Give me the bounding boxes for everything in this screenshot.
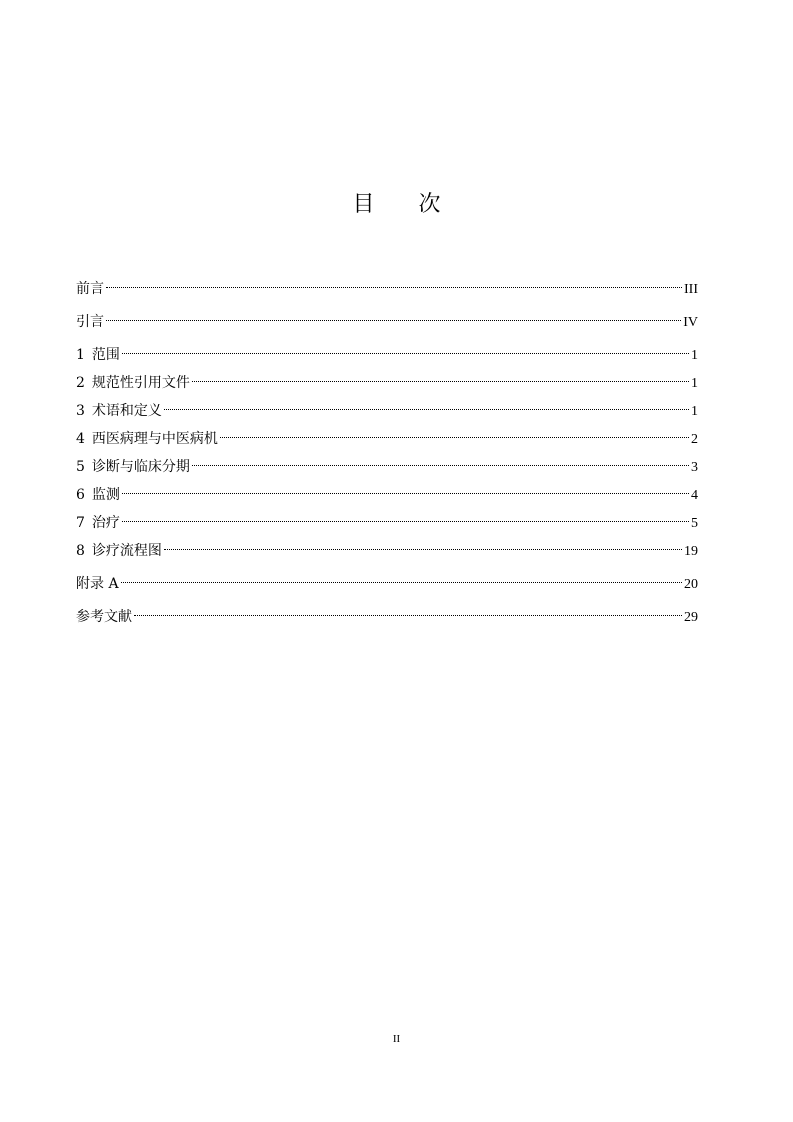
toc-entry-number: 6	[76, 487, 85, 503]
toc-entry-bibliography[interactable]	[76, 600, 698, 628]
toc-dot-leader	[122, 506, 689, 527]
toc-entry-label: 前言	[76, 281, 104, 297]
toc-entry-diagnosis-staging[interactable]	[76, 450, 698, 478]
toc-entry-label: 附录 A	[76, 576, 119, 592]
toc-entry-appendix-a[interactable]	[76, 567, 698, 595]
toc-entry-label: 引言	[76, 314, 104, 330]
toc-entry-terms-definitions[interactable]	[76, 394, 698, 422]
toc-entry-number: 8	[76, 543, 85, 559]
toc-dot-leader	[134, 600, 682, 621]
toc-dot-leader	[122, 478, 689, 499]
toc-entry-page: 4	[691, 488, 698, 503]
toc-entry-number: 2	[76, 375, 85, 391]
toc-entry-label: 治疗	[91, 515, 120, 531]
toc-entry-number: 3	[76, 403, 85, 419]
toc-entry-label: 诊断与临床分期	[91, 459, 190, 475]
toc-entry-label: 范围	[91, 347, 120, 363]
toc-entry-scope[interactable]	[76, 338, 698, 366]
toc-entry-page: 1	[691, 348, 698, 363]
toc-heading-char-1: 目	[352, 192, 375, 217]
toc-entry-normative-references[interactable]	[76, 366, 698, 394]
toc-entry-page: 1	[691, 404, 698, 419]
toc-dot-leader	[122, 338, 689, 359]
toc-entry-foreword[interactable]	[76, 272, 698, 300]
toc-entry-number: 7	[76, 515, 85, 531]
toc-heading-char-2: 次	[418, 192, 441, 217]
toc-dot-leader	[192, 366, 689, 387]
toc-entry-page: III	[684, 282, 698, 297]
toc-entry-treatment[interactable]	[76, 506, 698, 534]
toc-entry-introduction[interactable]	[76, 305, 698, 333]
page-number: II	[392, 1033, 401, 1045]
toc-entry-page: 3	[691, 460, 698, 475]
toc-entry-page: 29	[684, 610, 698, 625]
toc-entry-flowchart[interactable]	[76, 534, 698, 562]
toc-entry-pathology[interactable]	[76, 422, 698, 450]
toc-list	[76, 272, 698, 628]
toc-entry-page: 20	[684, 577, 698, 592]
toc-entry-page: 19	[684, 544, 698, 559]
toc-dot-leader	[106, 272, 682, 293]
toc-entry-page: 5	[691, 516, 698, 531]
toc-dot-leader	[192, 450, 689, 471]
toc-entry-page: IV	[683, 315, 698, 330]
toc-entry-number: 4	[76, 431, 85, 447]
toc-dot-leader	[164, 534, 682, 555]
toc-dot-leader	[106, 305, 681, 326]
toc-entry-number: 5	[76, 459, 85, 475]
toc-entry-label: 诊疗流程图	[91, 543, 162, 559]
toc-entry-label: 术语和定义	[91, 403, 162, 419]
toc-heading	[0, 190, 793, 220]
toc-entry-label: 西医病理与中医病机	[91, 431, 218, 447]
toc-entry-page: 1	[691, 376, 698, 391]
toc-entry-number: 1	[76, 347, 85, 363]
toc-entry-label: 参考文献	[76, 609, 132, 625]
toc-entry-page: 2	[691, 432, 698, 447]
toc-dot-leader	[220, 422, 689, 443]
toc-entry-monitoring[interactable]	[76, 478, 698, 506]
toc-entry-label: 监测	[91, 487, 120, 503]
toc-entry-label: 规范性引用文件	[91, 375, 190, 391]
toc-dot-leader	[121, 567, 682, 588]
toc-dot-leader	[164, 394, 689, 415]
